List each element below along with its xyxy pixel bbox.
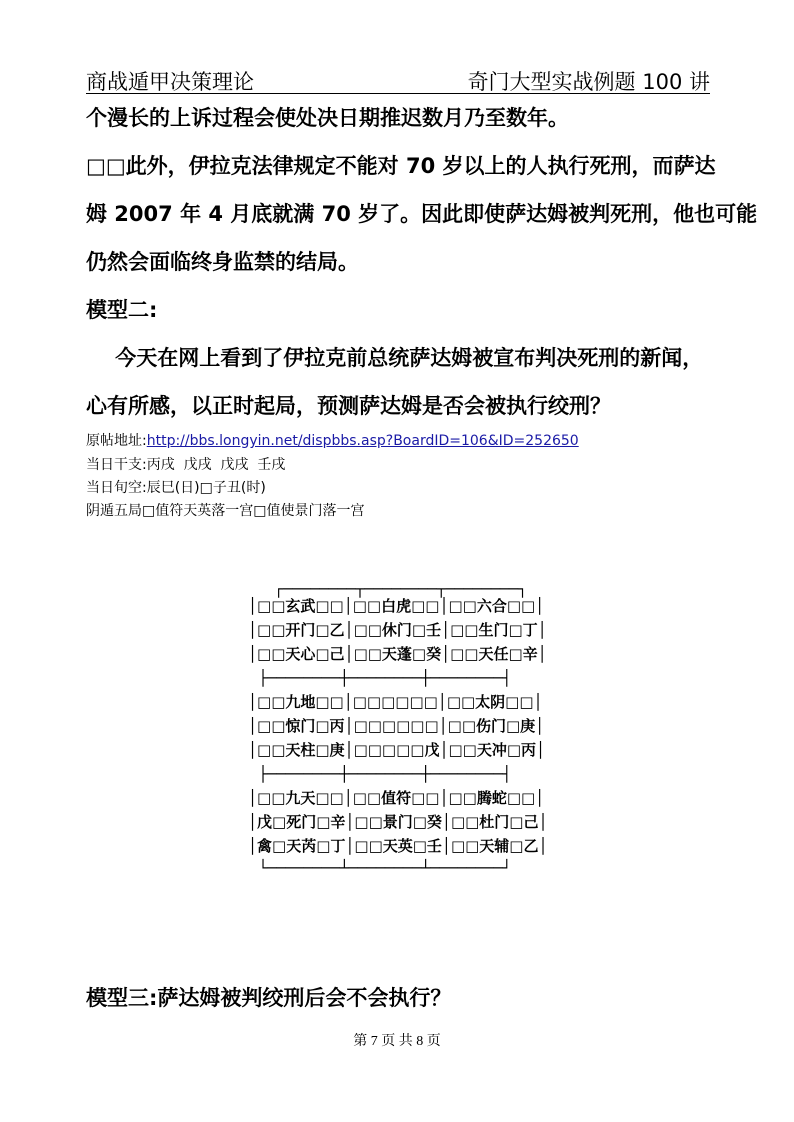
chart-row: │□□九地□□│□□□□□□│□□太阴□□│ [248,693,543,711]
chart-row: │□□天柱□庚│□□□□□戊│□□天冲□丙│ [248,741,546,759]
chart-row: │□□开门□乙│□□休门□壬│□□生门□丁│ [248,621,547,639]
xunkong-line: 当日旬空:辰巳(日)□子丑(时) [86,480,266,496]
chart-row: │□□天心□己│□□天蓬□癸│□□天任□辛│ [248,645,547,663]
ganzhi-line: 当日干支:丙戌 戊戌 戊戌 壬戌 [86,457,286,473]
chart-bottom-border: └────────┴────────┴────────┘ [248,859,512,877]
chart-divider: ├────────┼────────┼────────┤ [248,765,512,783]
source-link[interactable]: http://bbs.longyin.net/dispbbs.asp?BoardID=106&ID=252650 [146,433,579,449]
paragraph-line-4: 仍然会面临终身监禁的结局。 [86,250,359,274]
paragraph-line-3: 姆 2007 年 4 月底就满 70 岁了。因此即使萨达姆被判死刑，他也可能 [86,202,758,226]
header-chapter-title: 奇门大型实战例题 100 讲 [467,70,710,94]
paragraph-line-1: 个漫长的上诉过程会使处决日期推迟数月乃至数年。 [86,106,569,130]
chart-row: │□□惊门□丙│□□□□□□│□□伤门□庚│ [248,717,545,735]
model-three-heading: 模型三:萨达姆被判绞刑后会不会执行？ [86,986,452,1010]
model-two-heading: 模型二: [86,298,158,322]
chart-row: │□□玄武□□│□□白虎□□│□□六合□□│ [248,597,545,615]
page-header [86,63,710,94]
header-book-title: 商战遁甲决策理论 [86,70,254,94]
paragraph-line-7: 心有所感，以正时起局，预测萨达姆是否会被执行绞刑？ [86,394,611,418]
chart-row: │戊□死门□辛│□□景门□癸│□□杜门□己│ [248,813,548,831]
page-footer: 第 7 页 共 8 页 [353,1034,441,1049]
chart-top-border: ┌────────┬────────┬────────┐ [248,580,527,598]
chart-row: │禽□天芮□丁│□□天英□壬│□□天辅□乙│ [248,837,548,855]
chart-row: │□□九天□□│□□值符□□│□□腾蛇□□│ [248,789,545,807]
source-line [86,432,579,450]
chart-divider: ├────────┼────────┼────────┤ [248,669,512,687]
source-label: 原帖地址: [86,433,147,449]
paragraph-line-6: 今天在网上看到了伊拉克前总统萨达姆被宣布判决死刑的新闻， [86,346,704,370]
ju-line: 阴遁五局□值符天英落一宫□值使景门落一宫 [86,503,365,519]
paragraph-line-2: □□此外，伊拉克法律规定不能对 70 岁以上的人执行死刑，而萨达 [86,154,716,178]
